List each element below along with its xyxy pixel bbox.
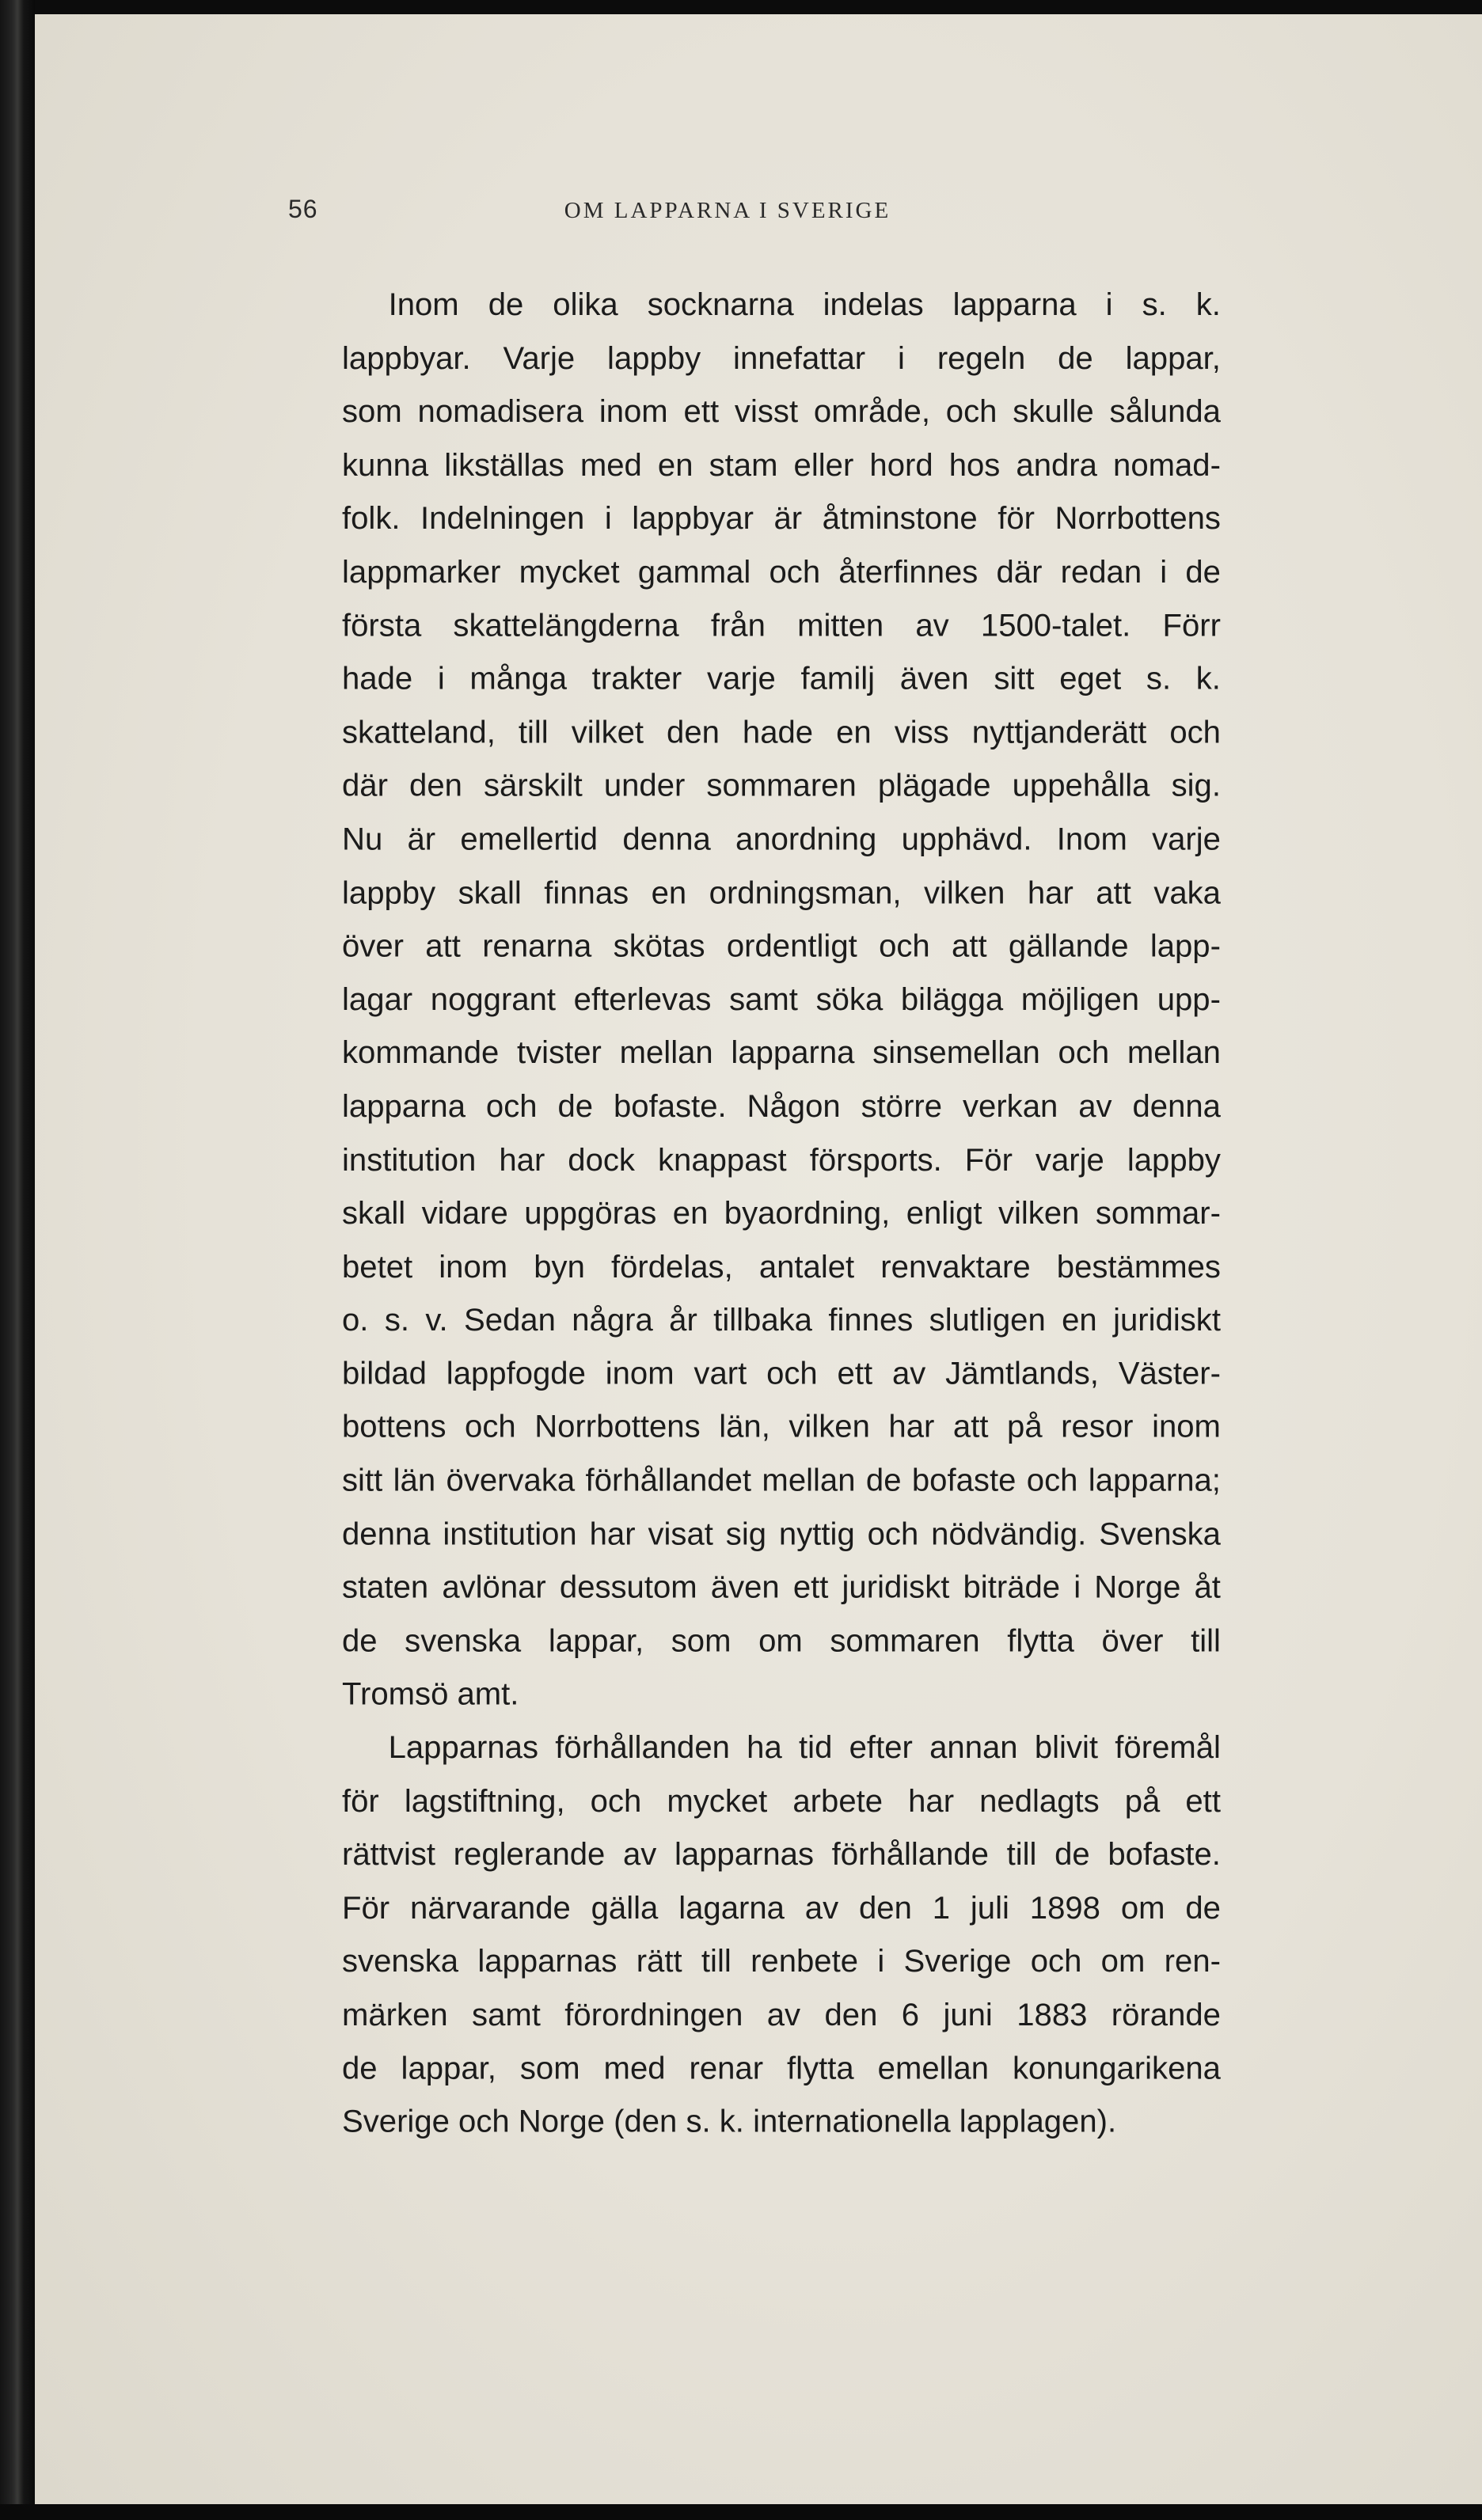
text-line: denna institution har visat sig nyttig och nödvändig. Svenska [342, 1516, 1221, 1552]
text-line: svenska lapparnas rätt till renbete i Sverige och om ren- [342, 1943, 1221, 1979]
text-line: skatteland, till vilket den hade en viss nyttjanderätt och [342, 714, 1221, 750]
text-line: som nomadisera inom ett visst område, och skulle sålunda [342, 393, 1221, 430]
text-line: kunna likställas med en stam eller hord hos andra nomad- [342, 447, 1221, 484]
scan-bottom-border [0, 2504, 1482, 2520]
running-title: OM LAPPARNA I SVERIGE [564, 198, 891, 223]
text-line: För närvarande gälla lagarna av den 1 juli 1898 om de [342, 1890, 1221, 1926]
text-line: institution har dock knappast försports. För varje lappby [342, 1142, 1221, 1178]
text-line: sitt län övervaka förhållandet mellan de bofaste och lapparna; [342, 1463, 1221, 1498]
text-line: lappmarker mycket gammal och återfinnes där redan i de [342, 554, 1221, 590]
text-line: där den särskilt under sommaren plägade uppehålla sig. [342, 768, 1221, 804]
text-line: märken samt förordningen av den 6 juni 1883 rörande [342, 1997, 1221, 2033]
text-line: bottens och Norrbottens län, vilken har att på resor inom [342, 1409, 1221, 1445]
text-line: folk. Indelningen i lappbyar är åtminstone för Norrbottens [342, 500, 1221, 537]
text-line: lappbyar. Varje lappby innefattar i regeln de lappar, [342, 340, 1221, 377]
paragraph-2 [342, 1721, 1221, 2149]
text-line: kommande tvister mellan lapparna sinsemellan och mellan [342, 1035, 1221, 1071]
body-text [342, 279, 1221, 2149]
text-line: rättvist reglerande av lapparnas förhållande till de bofaste. [342, 1836, 1221, 1873]
text-line: Nu är emellertid denna anordning upphävd. Inom varje [342, 821, 1221, 857]
text-line: över att renarna skötas ordentligt och att gällande lapp- [342, 928, 1221, 964]
text-line: Lapparnas förhållanden ha tid efter annan blivit föremål [388, 1729, 1221, 1766]
text-line: Inom de olika socknarna indelas lapparna i s. k. [388, 287, 1221, 323]
text-line: Tromsö amt. [342, 1676, 519, 1712]
text-line: lapparna och de bofaste. Någon större verkan av denna [342, 1088, 1221, 1125]
text-line: hade i många trakter varje familj även sitt eget s. k. [342, 661, 1221, 697]
text-line: lappby skall finnas en ordningsman, vilken har att vaka [342, 875, 1221, 911]
page-header [288, 195, 1167, 242]
text-line: för lagstiftning, och mycket arbete har nedlagts på ett [342, 1783, 1221, 1819]
text-line: lagar noggrant efterlevas samt söka bilägga möjligen upp- [342, 981, 1221, 1018]
page-number: 56 [288, 195, 318, 223]
text-line: de svenska lappar, som om sommaren flytta över till [342, 1622, 1221, 1659]
text-line: de lappar, som med renar flytta emellan konungarikena [342, 2050, 1221, 2086]
text-line: första skattelängderna från mitten av 1500-talet. Förr [342, 607, 1221, 643]
text-line: staten avlönar dessutom även ett juridiskt biträde i Norge åt [342, 1569, 1221, 1605]
text-line: Sverige och Norge (den s. k. internationella lapplagen). [342, 2104, 1117, 2140]
book-spine-edge [0, 0, 35, 2520]
scan-top-border [0, 0, 1482, 14]
text-line: o. s. v. Sedan några år tillbaka finnes slutligen en juridiskt [342, 1302, 1221, 1338]
text-line: betet inom byn fördelas, antalet renvaktare bestämmes [342, 1249, 1221, 1285]
text-line: bildad lappfogde inom vart och ett av Jämtlands, Väster- [342, 1356, 1221, 1391]
paragraph-1 [342, 279, 1221, 1721]
text-line: skall vidare uppgöras en byaordning, enligt vilken sommar- [342, 1195, 1221, 1232]
